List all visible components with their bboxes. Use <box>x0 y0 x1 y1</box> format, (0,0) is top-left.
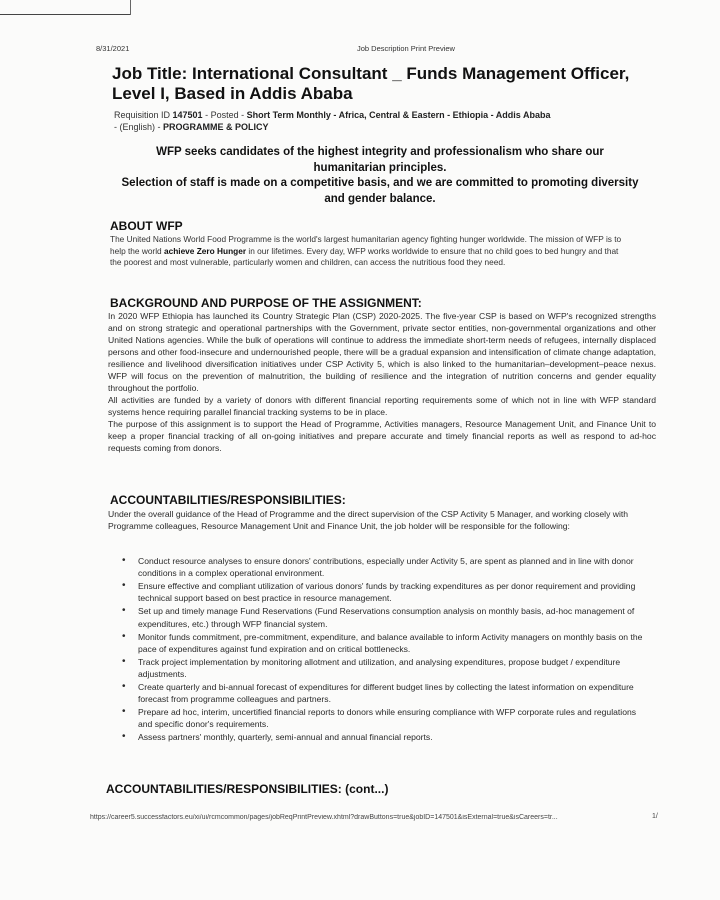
print-date: 8/31/2021 <box>96 44 130 53</box>
scan-edge-line-vertical <box>130 0 131 15</box>
job-title: Job Title: International Consultant _ Funds Management Officer, Level I, Based in Addis Ababa <box>112 64 630 103</box>
intro-line-2: Selection of staff is made on a competitive basis, and we are committed to promoting diversity and gender balance. <box>121 177 639 205</box>
list-item: • Prepare ad hoc, interim, uncertified financial reports to donors while ensuring compliance with WFP corporate rules and regulations and specific donor's requirements. <box>122 706 637 730</box>
background-paragraph-3: The purpose of this assignment is to support the Head of Programme, Activities managers, Resource Management Unit, and Finance Unit to keep a proper financial tracking of all on-going initiatives and prepare accurate and timely financial reports as well as respond to ad-hoc requests coming from donors. <box>108 419 656 453</box>
background-paragraph-2: All activities are funded by a variety of donors with different financial reporting requirements some of which not in line with WFP standard systems hence requiring parallel financial tracking systems to be in place. <box>108 395 656 417</box>
print-header-title: Job Description Print Preview <box>357 44 455 53</box>
list-item: • Track project implementation by monitoring allotment and utilization, and analysing expenditures, propose budget / expenditure adjustments. <box>122 655 621 680</box>
req-category: PROGRAMME & POLICY <box>163 122 269 132</box>
intro-statement <box>120 145 640 207</box>
intro-line-1: WFP seeks candidates of the highest integrity and professionalism who share our humanitarian principles. <box>156 146 604 174</box>
footer-page-number: 1/ <box>652 813 658 820</box>
bullet-icon: • <box>122 731 126 743</box>
list-item: • Set up and timely manage Fund Reservations (Fund Reservations consumption analysis on monthly basis, ad-hoc management of expenditures, etc.) through WFP financial system. <box>122 605 635 629</box>
requisition-info <box>114 109 554 133</box>
about-text-bold: achieve Zero Hunger <box>163 245 247 256</box>
background-paragraph-1: In 2020 WFP Ethiopia has launched its Country Strategic Plan (CSP) 2020-2025. The five-year CSP is based on WFP's recognized strengths and on strong strategic and operational partnerships with the Government, private sector entities, non-governmental organizations and other United Nations agencies. While the bulk of operations will continue to address the immediate short-term needs of refugees, internally displaced persons and other food-insecure and undernourished people, there will be a gradual expansion and intensification of climate change adaptation, resilience and livelihood diversification initiatives under CSP Activity 5, which is also linked to the humanitarian–development–peace nexus. WFP will focus on the prevention of malnutrition, the building of resilience and the integration of nutrition concerns and gender equality throughout the portfolio. <box>108 311 656 393</box>
bullet-icon: • <box>122 655 126 667</box>
req-mid: - Posted - <box>202 110 247 120</box>
bullet-icon: • <box>122 605 126 617</box>
about-text <box>110 234 630 269</box>
responsibilities-list <box>110 555 650 744</box>
accountabilities-cont-heading: ACCOUNTABILITIES/RESPONSIBILITIES: (cont...) <box>106 782 389 796</box>
footer-url: https://career5.successfactors.eu/xi/ui/rcmcommon/pages/jobReqPrintPreview.xhtml?drawButtons=true&jobID=147501&isExternal=true&isCareers=tr... <box>90 814 558 821</box>
req-detail: Short Term Monthly - Africa, Central & Eastern - Ethiopia - Addis Ababa <box>246 110 551 120</box>
req-lang: - (English) - <box>114 122 164 132</box>
about-heading: ABOUT WFP <box>110 219 183 233</box>
about-text-b: in our lifetimes. Every day, WFP works worldwide to ensure that no child goes to bed hungry and that the poorest and most vulnerable, particularly women and children, can access the nutritious food they need. <box>110 245 619 267</box>
background-text <box>108 310 656 454</box>
bullet-icon: • <box>122 630 126 642</box>
bullet-icon: • <box>122 681 126 693</box>
about-text-a: The United Nations World Food Programme is the world's largest humanitarian agency fighting hunger worldwide. The mission of WFP is to help the world <box>110 234 622 256</box>
accountabilities-heading: ACCOUNTABILITIES/RESPONSIBILITIES: <box>110 493 346 507</box>
list-item: • Ensure effective and compliant utilization of various donors' funds by tracking expenditures as per donor requirement and providing technical support based on best practice in resource management. <box>122 580 636 604</box>
list-item: • Create quarterly and bi-annual forecast of expenditures for different budget lines by collecting the latest information on expenditure forecast from programme colleagues and partners. <box>122 681 634 705</box>
req-prefix: Requisition ID <box>114 110 173 120</box>
list-item: • Assess partners' monthly, quarterly, semi-annual and annual financial reports. <box>122 731 433 743</box>
list-item: • Conduct resource analyses to ensure donors' contributions, especially under Activity 5, are spent as planned and in line with donor conditions in a complex operational environment. <box>122 555 634 579</box>
scan-edge-line <box>0 14 130 15</box>
bullet-icon: • <box>122 580 126 592</box>
req-id: 147501 <box>172 110 203 120</box>
list-item: • Monitor funds commitment, pre-commitment, expenditure, and balance available to inform Activity managers on monthly basis on the pace of expenditures against fund expiration and on critical bottlenecks. <box>122 630 643 654</box>
background-heading: BACKGROUND AND PURPOSE OF THE ASSIGNMENT: <box>110 296 422 310</box>
accountabilities-intro: Under the overall guidance of the Head of Programme and the direct supervision of the CSP Activity 5 Manager, and working closely with Programme colleagues, Resource Management Unit and Finance Unit, the job holder will be responsible for the following: <box>108 509 629 531</box>
bullet-icon: • <box>122 706 126 718</box>
bullet-icon: • <box>122 555 126 566</box>
